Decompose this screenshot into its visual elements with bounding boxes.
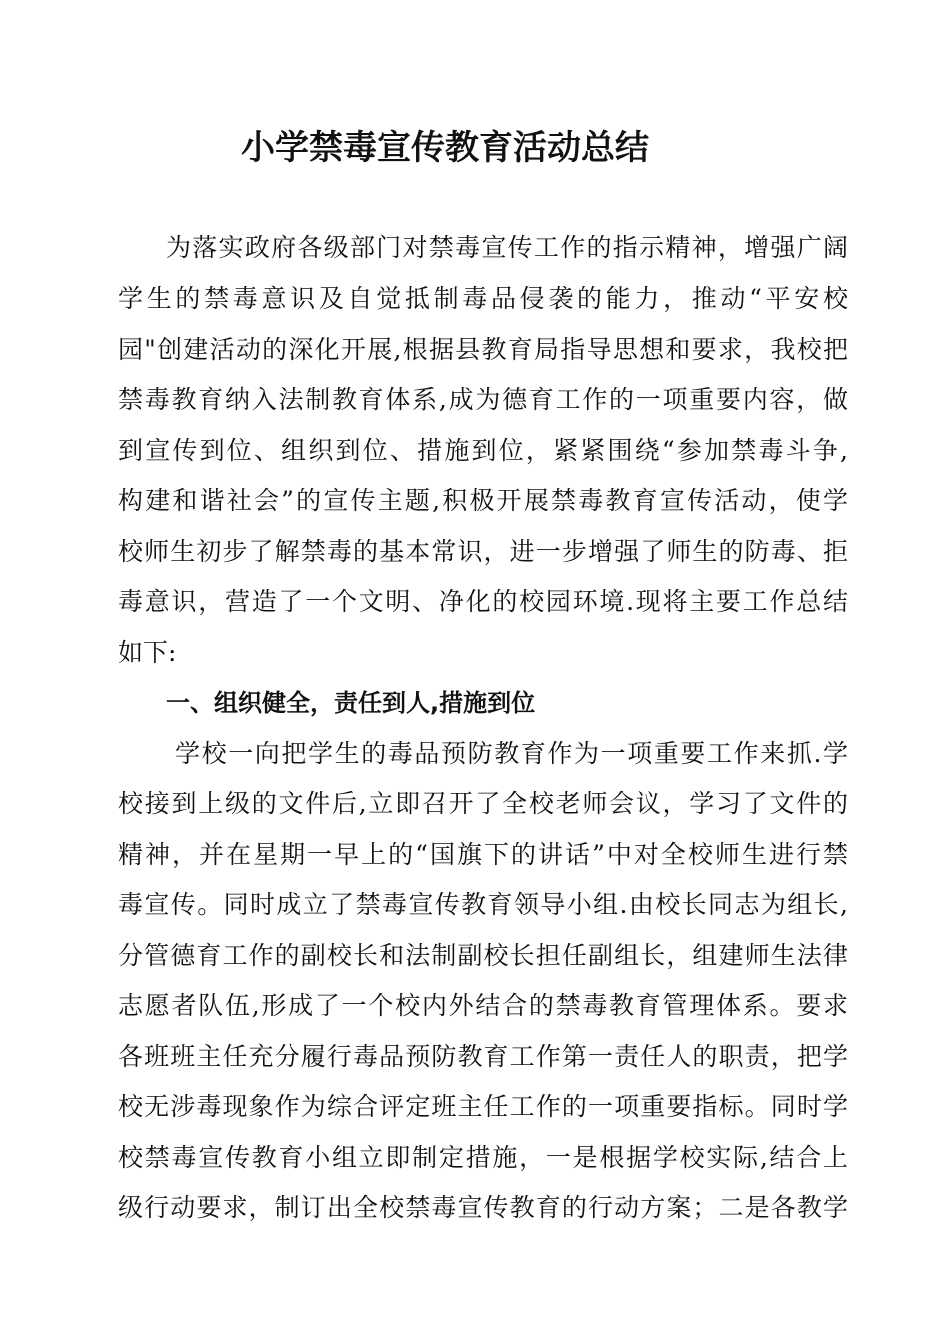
paragraph-1-line: 毒意识，营造了一个文明、净化的校园环境.现将主要工作总结 (118, 587, 848, 616)
paragraph-2-line: 精神，并在星期一早上的“国旗下的讲话”中对全校师生进行禁 (118, 840, 848, 869)
paragraph-2-line: 校无涉毒现象作为综合评定班主任工作的一项重要指标。同时学 (118, 1092, 848, 1121)
paragraph-2-line: 级行动要求，制订出全校禁毒宣传教育的行动方案；二是各教学 (118, 1193, 848, 1222)
paragraph-2-line: 各班班主任充分履行毒品预防教育工作第一责任人的职责，把学 (118, 1042, 848, 1071)
paragraph-1-line: 到宣传到位、组织到位、措施到位，紧紧围绕“参加禁毒斗争, (118, 436, 848, 465)
document-title: 小学禁毒宣传教育活动总结 (241, 128, 649, 168)
paragraph-2-line: 毒宣传。同时成立了禁毒宣传教育领导小组.由校长同志为组长, (118, 890, 848, 919)
paragraph-1-line: 如下: (118, 638, 177, 667)
paragraph-2-line: 校禁毒宣传教育小组立即制定措施，一是根据学校实际,结合上 (118, 1143, 848, 1172)
paragraph-1-line: 园"创建活动的深化开展,根据县教育局指导思想和要求，我校把 (118, 335, 848, 364)
section-heading: 一、组织健全，责任到人,措施到位 (166, 689, 536, 717)
paragraph-1-line: 学生的禁毒意识及自觉抵制毒品侵袭的能力，推动“平安校 (118, 284, 848, 313)
paragraph-2-line: 学校一向把学生的毒品预防教育作为一项重要工作来抓.学 (175, 739, 848, 768)
paragraph-1-line: 构建和谐社会”的宣传主题,积极开展禁毒教育宣传活动，使学 (118, 486, 848, 515)
paragraph-2-line: 分管德育工作的副校长和法制副校长担任副组长，组建师生法律 (118, 941, 848, 970)
paragraph-1-line: 校师生初步了解禁毒的基本常识，进一步增强了师生的防毒、拒 (118, 537, 848, 566)
paragraph-2-line: 校接到上级的文件后,立即召开了全校老师会议，学习了文件的 (118, 789, 848, 818)
paragraph-1-line: 禁毒教育纳入法制教育体系,成为德育工作的一项重要内容，做 (118, 385, 848, 414)
paragraph-1-line: 为落实政府各级部门对禁毒宣传工作的指示精神，增强广阔 (166, 233, 848, 262)
paragraph-2-line: 志愿者队伍,形成了一个校内外结合的禁毒教育管理体系。要求 (118, 991, 848, 1020)
